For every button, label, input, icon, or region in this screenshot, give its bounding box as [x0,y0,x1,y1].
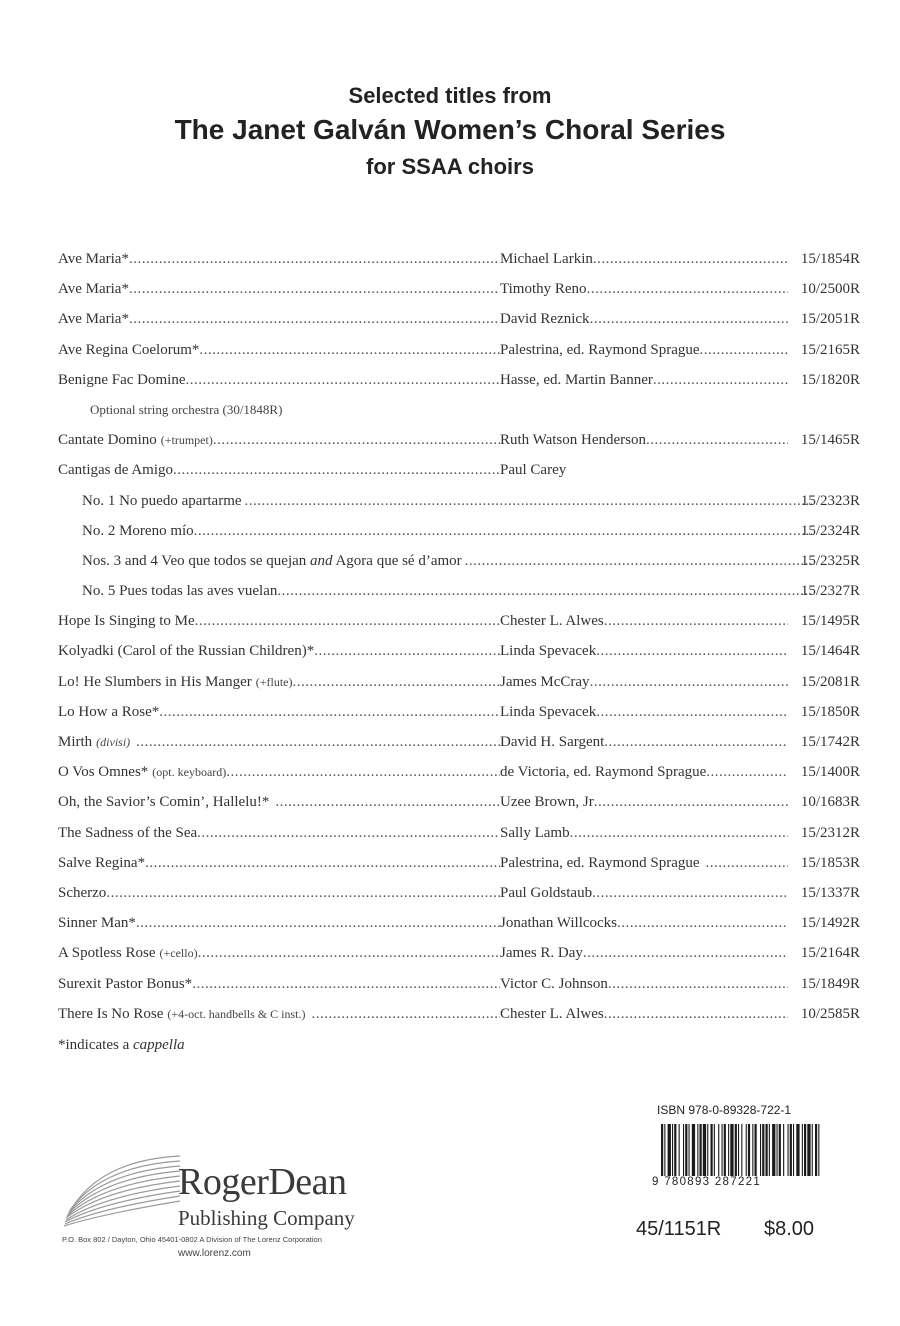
list-item [58,1002,860,1032]
composer: David H. Sargent [500,734,605,750]
product-code: 15/1495R [800,613,860,630]
composer: Timothy Reno [500,281,587,298]
barcode-bar [807,1124,810,1176]
list-item [58,639,860,669]
product-code: 15/1849R [800,975,860,992]
title-note: (+trumpet) [160,433,213,448]
roger-dean-logo-icon [62,1150,182,1232]
title: Oh, the Savior’s Comin’, Hallelu!* [58,794,270,811]
barcode-bar [692,1124,695,1176]
list-item [58,700,860,730]
composer: Paul Carey [500,462,567,479]
part-title: No. 2 Moreno mío [82,522,194,539]
list-item [58,338,860,368]
title: O Vos Omnes* [58,764,149,781]
title-note: (+flute) [255,674,293,689]
barcode-bar [788,1124,789,1176]
title-note: (opt. keyboard) [152,765,227,780]
title: A Spotless Rose [58,945,156,962]
barcode-bar [722,1124,723,1176]
product-code: 15/1464R [800,643,860,660]
composer: Hasse, ed. Martin Banner [500,371,653,388]
product-code: 10/2585R [800,1005,860,1022]
barcode-bar [685,1124,687,1176]
barcode-bar [741,1124,742,1176]
barcode-bar [735,1124,737,1176]
composer: Uzee Brown, Jr [500,794,594,811]
barcode-bar [752,1124,753,1176]
title: Benigne Fac Domine [58,371,186,388]
product-code-main: 45/1151R [636,1218,722,1240]
list-item [58,247,860,277]
part-title: No. 1 No puedo apartarme [82,492,242,509]
barcode-bar [812,1124,813,1176]
barcode-bar [779,1124,781,1176]
price: $8.00 [764,1218,815,1240]
barcode-bar [802,1124,803,1176]
barcode-bar [689,1124,690,1176]
header-line-3: for SSAA choirs [366,154,534,179]
title: Hope Is Singing to Me [58,613,195,630]
benigne-note: Optional string orchestra (30/1848R) [90,401,283,417]
list-item [58,307,860,337]
barcode-bar [683,1124,684,1176]
list-item [58,609,860,639]
product-code: 15/1400R [800,764,860,781]
product-code: 15/2165R [800,341,860,358]
product-code: 15/1820R [800,371,860,388]
barcode-bar [766,1124,768,1176]
composer: Chester L. Alwes [500,613,604,630]
publisher-address: P.O. Box 802 / Dayton, Ohio 45401-0802 A Division of The Lorenz Corporation [62,1235,322,1244]
list-item [58,277,860,307]
list-item [58,730,860,760]
series-title: The Janet Galván Women’s Choral Series [174,114,726,145]
footnote-text: *indicates a [58,1037,133,1053]
composer: Linda Spevacek [500,703,597,720]
barcode-bar [668,1124,671,1176]
footnote [58,1037,185,1054]
barcode-bar [672,1124,673,1176]
composer: Michael Larkin [500,251,593,267]
list-item [58,458,860,488]
product-code: 15/2324R [800,522,860,539]
product-code: 15/1465R [800,432,860,449]
barcode-bar [661,1124,663,1176]
barcode-bar [755,1124,757,1176]
composer: Paul Goldstaub [500,884,593,901]
product-code: 15/1742R [800,734,860,750]
barcode-bar [728,1124,729,1176]
titles-list [58,247,860,1032]
composer: Palestrina, ed. Raymond Sprague [500,854,700,871]
list-item-note [58,398,860,428]
isbn: ISBN 978-0-89328-722-1 [657,1103,792,1117]
composer: Palestrina, ed. Raymond Sprague [500,341,700,358]
publisher-website: www.lorenz.com [178,1248,251,1259]
list-item-part [58,579,860,609]
title: Ave Maria* [58,281,129,298]
barcode-bar [804,1124,806,1176]
title: Lo! He Slumbers in His Manger [58,673,252,690]
title-note: (+4-oct. handbells & C inst.) [167,1006,306,1021]
barcode-bar [703,1124,706,1176]
product-code: 15/1492R [800,915,860,932]
list-item [58,972,860,1002]
product-code: 15/2081R [800,673,860,690]
barcode-bar [738,1124,739,1176]
list-item [58,428,860,458]
product-code: 15/1854R [800,251,860,267]
composer: de Victoria, ed. Raymond Sprague [500,764,707,781]
barcode-bar [707,1124,708,1176]
title: Salve Regina* [58,854,146,871]
barcode-bar [711,1124,713,1176]
product-code: 15/1337R [800,884,860,901]
barcode-bar [746,1124,747,1176]
barcode-bar [769,1124,770,1176]
product-code: 15/2325R [800,552,860,569]
barcode-bar [718,1124,719,1176]
product-code: 10/2500R [800,281,860,298]
part-title-b: Agora que sé d’amor [332,552,462,569]
list-item [58,760,860,790]
list-item [58,790,860,820]
barcode-bar [772,1124,775,1176]
barcode-bar [724,1124,726,1176]
list-item [58,368,860,398]
list-item-part [58,519,860,549]
barcode-bar [697,1124,698,1176]
composer: Chester L. Alwes [500,1005,604,1022]
list-item-part [58,489,860,519]
list-item [58,670,860,700]
barcode-bar [783,1124,784,1176]
composer: James McCray [500,673,590,690]
barcode-bar [664,1124,665,1176]
composer: Jonathan Willcocks [500,915,618,932]
list-item [58,881,860,911]
barcode-bar [700,1124,702,1176]
composer: Ruth Watson Henderson [500,432,647,449]
part-title-a: Nos. 3 and 4 Veo que todos se quejan [82,552,311,569]
composer: James R. Day [500,945,583,962]
list-item [58,821,860,851]
barcode-bar [674,1124,676,1176]
barcode-bar [818,1124,819,1176]
title: Scherzo [58,884,107,901]
title: Kolyadki (Carol of the Russian Children)* [58,643,315,660]
title: Sinner Man* [58,915,136,932]
title: Ave Maria* [58,311,129,328]
publisher-subtitle: Publishing Company [178,1206,355,1230]
title: Surexit Pastor Bonus* [58,975,193,992]
product-code: 15/2164R [800,945,860,962]
composer: Victor C. Johnson [500,975,608,992]
publisher-name: RogerDean [178,1161,347,1203]
barcode-digits: 9 780893 287221 [652,1176,762,1188]
barcode-bar [762,1124,764,1176]
footnote-italic: cappella [132,1037,185,1053]
barcode-bar [777,1124,778,1176]
title-note: (divisi) [96,735,131,749]
barcode-bar [796,1124,799,1176]
product-code: 15/1850R [800,703,860,720]
list-item [58,941,860,971]
composer: Sally Lamb [500,824,570,841]
list-item [58,911,860,941]
title: There Is No Rose [58,1005,164,1022]
product-code: 15/2051R [800,311,860,328]
title: Cantate Domino [58,432,157,449]
title: Lo How a Rose* [58,703,160,720]
title: The Sadness of the Sea [58,824,198,841]
title: Ave Regina Coelorum* [58,341,200,358]
header [0,82,900,184]
barcode-bar [793,1124,794,1176]
title: Mirth [58,734,93,750]
title: Cantigas de Amigo [58,462,173,479]
title: Ave Maria* [58,251,129,267]
barcode-bar [730,1124,733,1176]
barcode-bar [760,1124,761,1176]
composer: Linda Spevacek [500,643,597,660]
barcode-icon [661,1124,821,1176]
product-code: 15/1853R [800,854,860,871]
list-item-part [58,549,860,579]
product-code: 15/2327R [800,583,860,600]
title-note: (+cello) [159,946,198,961]
barcode-bar [790,1124,792,1176]
part-title: No. 5 Pues todas las aves vuelan [82,583,278,600]
barcode-bar [748,1124,750,1176]
product-code: 15/2323R [800,492,860,509]
barcode-bar [679,1124,680,1176]
product-code: 10/1683R [800,794,860,811]
barcode-bar [714,1124,715,1176]
list-item [58,851,860,881]
composer: David Reznick [500,311,590,328]
product-code: 15/2312R [800,824,860,841]
part-title-and: and [310,552,333,569]
header-line-1: Selected titles from [348,83,552,108]
barcode-bar [815,1124,817,1176]
